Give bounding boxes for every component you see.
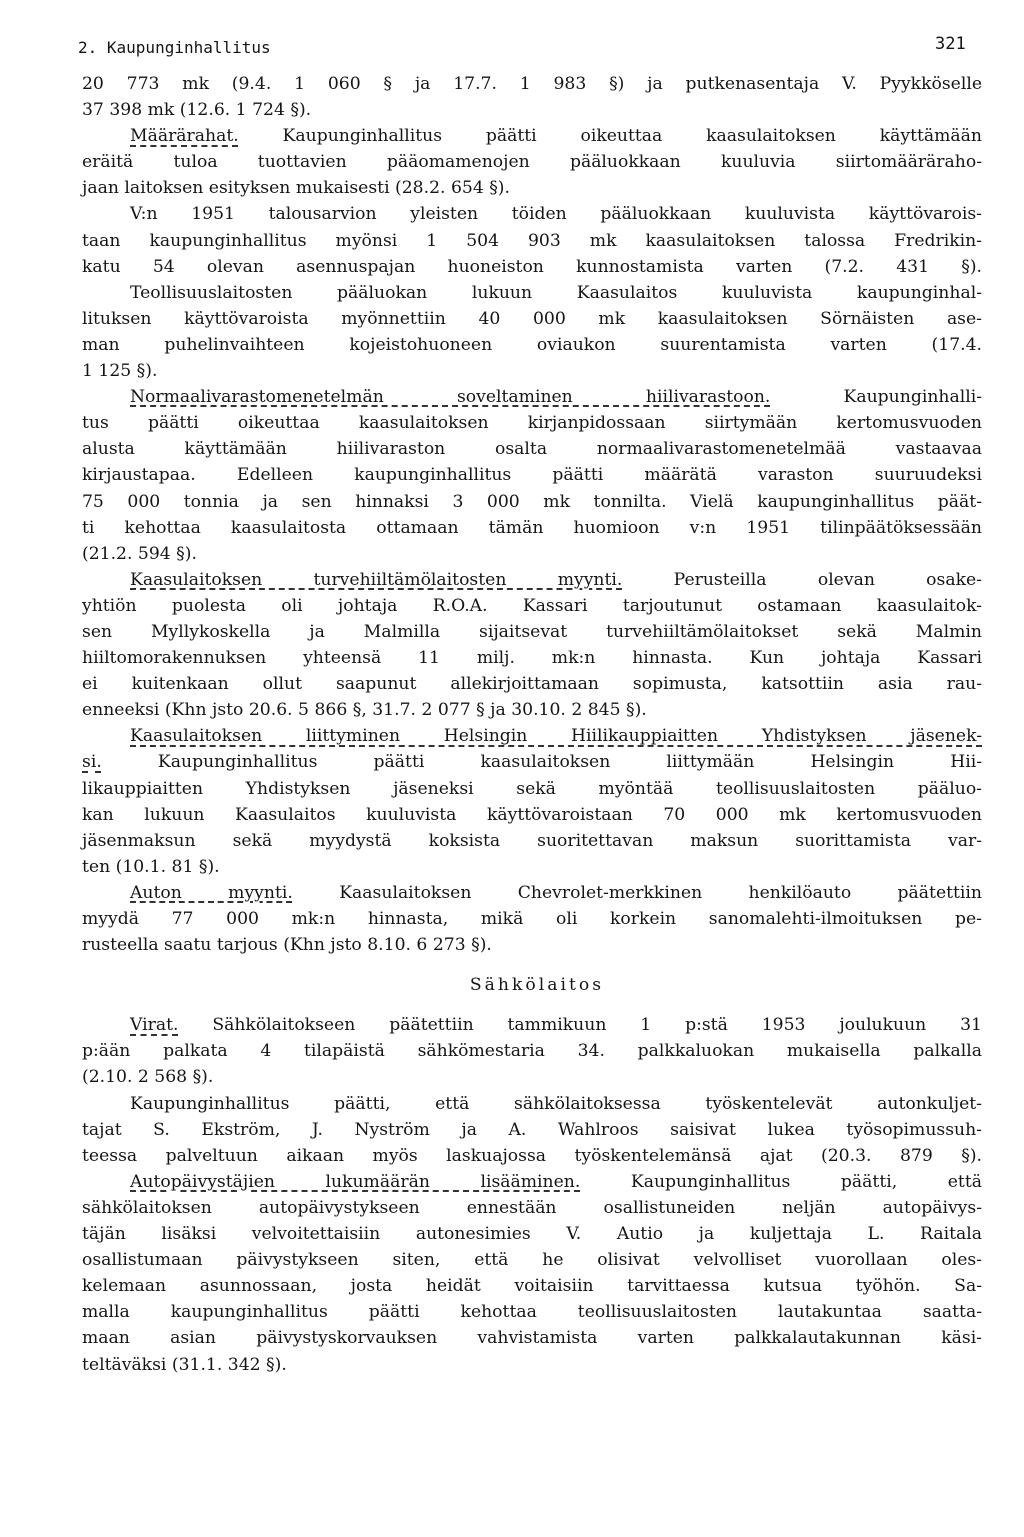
text-line: katu 54 olevan asennuspajan huoneiston kunnostamista varten (7.2. 431 §).: [82, 256, 982, 277]
paragraph-heading: Normaalivarastomenetelmän soveltaminen hiilivarastoon.: [130, 387, 771, 408]
paragraph-autopaivystajat: [82, 1169, 982, 1195]
paragraph-virat: [82, 1012, 982, 1038]
page-number: 321: [935, 34, 966, 54]
text-line: (21.2. 594 §).: [82, 543, 197, 564]
text-line: kirjaustapaa. Edelleen kaupunginhallitus päätti määrätä varaston suuruudeksi: [82, 465, 982, 486]
text-line: p:ään palkata 4 tilapäistä sähkömestaria 34. palkkaluokan mukaisella palkalla: [82, 1041, 982, 1062]
text-span: Kaupunginhalli-: [770, 387, 983, 408]
text-span: Sähkölaitokseen päätettiin tammikuun 1 p:stä 1953 joulukuun 31: [178, 1015, 982, 1036]
paragraph-heading: Virat.: [130, 1015, 179, 1036]
text-line: ti kehottaa kaasulaitosta ottamaan tämän huomioon v:n 1951 tilinpäätöksessään: [82, 517, 982, 538]
text-line: sen Myllykoskella ja Malmilla sijaitsevat turvehiiltämölaitokset sekä Malmin: [82, 621, 982, 642]
text-line: malla kaupunginhallitus päätti kehottaa teollisuuslaitosten lautakuntaa saatta-: [82, 1302, 982, 1323]
text-line: [82, 749, 982, 775]
text-line: man puhelinvaihteen kojeistohuoneen oviaukon suurentamista varten (17.4.: [82, 334, 982, 355]
text-span: Kaupunginhallitus päätti, että: [580, 1171, 982, 1192]
text-line: lituksen käyttövaroista myönnettiin 40 000 mk kaasulaitoksen Sörnäisten ase-: [82, 308, 982, 329]
text-line: myydä 77 000 mk:n hinnasta, mikä oli korkein sanomalehti-ilmoituksen pe-: [82, 909, 982, 929]
text-line: teltäväksi (31.1. 342 §).: [82, 1354, 287, 1375]
text-line: jaan laitoksen esityksen mukaisesti (28.2. 654 §).: [82, 178, 510, 199]
text-line: Teollisuuslaitosten pääluokan lukuun Kaasulaitos kuuluvista kaupunginhal-: [130, 282, 982, 303]
paragraph-heading: Kaasulaitoksen liittyminen Helsingin Hiilikauppiaitten Yhdistyksen jäsenek-: [130, 726, 982, 747]
paragraph-heading: si.: [82, 752, 102, 773]
paragraph-turvehiiltamo: [82, 567, 982, 593]
text-line: likauppiaitten Yhdistyksen jäseneksi sekä myöntää teollisuuslaitosten pääluo-: [82, 778, 982, 799]
text-line: hiiltomorakennuksen yhteensä 11 milj. mk:n hinnasta. Kun johtaja Kassari: [82, 648, 982, 669]
text-span: Kaupunginhallitus päätti kaasulaitoksen liittymään Helsingin Hii-: [101, 752, 982, 773]
text-line: yhtiön puolesta oli johtaja R.O.A. Kassari tarjoutunut ostamaan kaasulaitok-: [82, 595, 982, 616]
text-line: tus päätti oikeuttaa kaasulaitoksen kirjanpidossaan siirtymään kertomusvuoden: [82, 413, 982, 434]
text-line: 20 773 mk (9.4. 1 060 § ja 17.7. 1 983 §) ja putkenasentaja V. Pyykköselle: [82, 74, 982, 94]
text-line: teessa palveltuun aikaan myös laskuajossa työskentelemänsä ajat (20.3. 879 §).: [82, 1145, 982, 1166]
paragraph-normaalivarasto: [82, 384, 982, 410]
section-title: Sähkölaitos: [469, 975, 605, 996]
running-head: 2. Kaupunginhallitus: [78, 38, 271, 57]
text-line: alusta käyttämään hiilivaraston osalta normaalivarastomenetelmää vastaavaa: [82, 439, 982, 460]
paragraph-heading: Kaasulaitoksen turvehiiltämölaitosten myynti.: [130, 569, 623, 590]
paragraph-auton-myynti: [82, 880, 982, 906]
text-line: ei kuitenkaan ollut saapunut allekirjoittamaan sopimusta, katsottiin asia rau-: [82, 674, 982, 695]
text-line: Kaupunginhallitus päätti, että sähkölaitoksessa työskentelevät autonkuljet-: [130, 1093, 982, 1114]
paragraph-heading: Auton myynti.: [130, 882, 293, 903]
text-line: (2.10. 2 568 §).: [82, 1067, 214, 1088]
text-line: osallistumaan päivystykseen siten, että he olisivat velvolliset vuorollaan oles-: [82, 1250, 982, 1271]
paragraph-hiilikauppiaat: [82, 723, 982, 749]
text-line: 1 125 §).: [82, 361, 158, 382]
text-line: kan lukuun Kaasulaitos kuuluvista käyttövaroistaan 70 000 mk kertomusvuoden: [82, 804, 982, 825]
text-line: tajat S. Ekström, J. Nyström ja A. Wahlroos saisivat lukea työsopimussuh-: [82, 1119, 982, 1140]
text-line: sähkölaitoksen autopäivystykseen ennestään osallistuneiden neljän autopäivys-: [82, 1197, 982, 1218]
text-line: kelemaan asunnossaan, josta heidät voitaisiin tarvittaessa kutsua työhön. Sa-: [82, 1276, 982, 1297]
text-line: maan asian päivystyskorvauksen vahvistamista varten palkkalautakunnan käsi-: [82, 1328, 982, 1349]
text-line: 37 398 mk (12.6. 1 724 §).: [82, 100, 312, 121]
text-line: taan kaupunginhallitus myönsi 1 504 903 mk kaasulaitoksen talossa Fredrikin-: [82, 230, 982, 251]
text-span: Kaupunginhallitus päätti oikeuttaa kaasulaitoksen käyttämään: [238, 126, 982, 147]
paragraph-heading: Autopäivystäjien lukumäärän lisääminen.: [130, 1171, 581, 1192]
text-span: Kaasulaitoksen Chevrolet-merkkinen henkilöauto päätettiin: [292, 882, 982, 903]
text-line: jäsenmaksun sekä myydystä koksista suoritettavan maksun suorittamista var-: [82, 830, 982, 851]
paragraph-maararahat: [82, 123, 982, 149]
text-line: enneeksi (Khn jsto 20.6. 5 866 §, 31.7. 2 077 § ja 30.10. 2 845 §).: [82, 700, 647, 721]
text-line: rusteella saatu tarjous (Khn jsto 8.10. 6 273 §).: [82, 935, 492, 956]
text-line: eräitä tuloa tuottavien pääomamenojen pääluokkaan kuuluvia siirtomääräraho-: [82, 152, 982, 173]
body-text: [82, 71, 982, 1378]
text-line: 75 000 tonnia ja sen hinnaksi 3 000 mk tonnilta. Vielä kaupunginhallitus päät-: [82, 491, 982, 512]
text-span: Perusteilla olevan osake-: [622, 569, 982, 590]
text-line: ten (10.1. 81 §).: [82, 856, 220, 877]
paragraph-heading: Määrärahat.: [130, 126, 239, 147]
text-line: V:n 1951 talousarvion yleisten töiden pääluokkaan kuuluvista käyttövarois-: [130, 204, 982, 225]
text-line: täjän lisäksi velvoitettaisiin autonesimies V. Autio ja kuljettaja L. Raitala: [82, 1224, 982, 1245]
